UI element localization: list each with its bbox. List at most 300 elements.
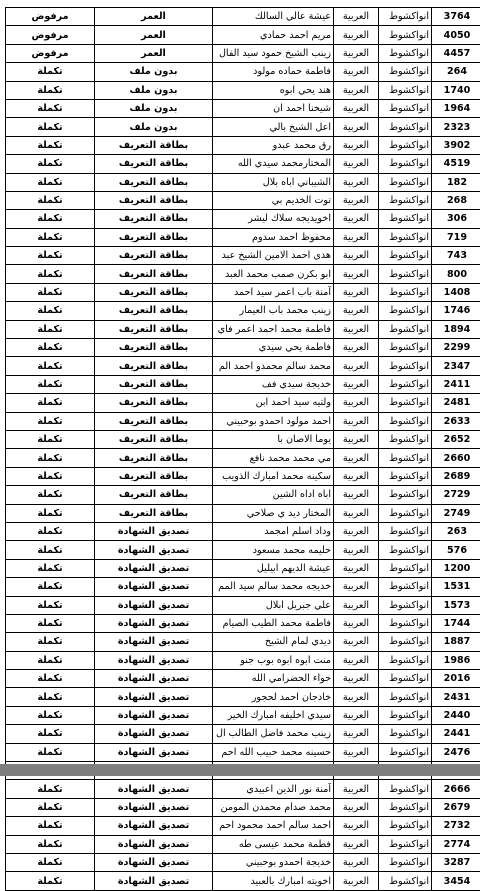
cell-name: فاطمة يحي سيدي (213, 339, 334, 357)
cell-language: العربية (334, 283, 379, 301)
cell-name: مريم احمد حمادي (213, 26, 334, 44)
cell-reason: بطاقة التعريف (95, 136, 213, 154)
cell-language: العربية (334, 798, 379, 816)
cell-name: سيدي اخليفه امبارك الخير (213, 706, 334, 724)
cell-language: العربية (334, 136, 379, 154)
table-row (6, 430, 480, 448)
cell-city: انواكشوط (379, 706, 432, 724)
cell-status: تكملة (6, 780, 95, 798)
cell-language: العربية (334, 81, 379, 99)
cell-name: اباه اداه الشين (213, 486, 334, 504)
cell-language: العربية (334, 394, 379, 412)
cell-id: 719 (432, 228, 480, 246)
cell-city: انواكشوط (379, 8, 432, 26)
cell-name: شيخنا احمد ان (213, 99, 334, 117)
cell-city: انواكشوط (379, 780, 432, 798)
table-row (6, 357, 480, 375)
cell-status: تكملة (6, 155, 95, 173)
cell-city: انواكشوط (379, 136, 432, 154)
cell-id: 2689 (432, 467, 480, 485)
cell-city: انواكشوط (379, 541, 432, 559)
cell-name: فطمة محمد عيسى طه (213, 835, 334, 853)
cell-city: انواكشوط (379, 872, 432, 890)
cell-id: 1740 (432, 81, 480, 99)
cell-id: 2299 (432, 339, 480, 357)
table-row (6, 670, 480, 688)
cell-status: تكملة (6, 541, 95, 559)
cell-id: 1964 (432, 99, 480, 117)
cell-name: اخويديجه سلاك ليشر (213, 210, 334, 228)
cell-reason: تصديق الشهادة (95, 651, 213, 669)
cell-id: 1200 (432, 559, 480, 577)
cell-id: 2411 (432, 375, 480, 393)
cell-id: 2666 (432, 780, 480, 798)
cell-reason: بطاقة التعريف (95, 191, 213, 209)
cell-name: خادجان احمد لحجور (213, 688, 334, 706)
cell-language: العربية (334, 559, 379, 577)
cell-name: هدى احمد الامين الشيخ عبد (213, 247, 334, 265)
cell-id: 800 (432, 265, 480, 283)
table-row (6, 210, 480, 228)
cell-name: منت ابوه ابوه بوب جنو (213, 651, 334, 669)
cell-reason: تصديق الشهادة (95, 743, 213, 761)
cell-status: تكملة (6, 486, 95, 504)
cell-reason: بطاقة التعريف (95, 210, 213, 228)
cell-id: 264 (432, 63, 480, 81)
cell-language: العربية (334, 63, 379, 81)
cell-id: 2652 (432, 430, 480, 448)
cell-status: مرفوض (6, 44, 95, 62)
cell-reason: بطاقة التعريف (95, 247, 213, 265)
cell-status: تكملة (6, 210, 95, 228)
cell-status: تكملة (6, 265, 95, 283)
cell-id: 263 (432, 522, 480, 540)
cell-name: علي جبريل ابلال (213, 596, 334, 614)
table-row (6, 191, 480, 209)
table-row (6, 798, 480, 816)
cell-id: 1887 (432, 633, 480, 651)
cell-city: انواكشوط (379, 26, 432, 44)
table-row (6, 265, 480, 283)
cell-language: العربية (334, 118, 379, 136)
cell-reason: تصديق الشهادة (95, 614, 213, 632)
cell-reason: تصديق الشهادة (95, 853, 213, 871)
cell-city: انواكشوط (379, 430, 432, 448)
cell-name: يوما الاصان با (213, 430, 334, 448)
cell-city: انواكشوط (379, 449, 432, 467)
cell-id: 2749 (432, 504, 480, 522)
cell-status: تكملة (6, 430, 95, 448)
cell-city: انواكشوط (379, 81, 432, 99)
cell-status: تكملة (6, 247, 95, 265)
table-row (6, 541, 480, 559)
cell-reason: بطاقة التعريف (95, 486, 213, 504)
cell-reason: بطاقة التعريف (95, 173, 213, 191)
cell-language: العربية (334, 357, 379, 375)
cell-status: تكملة (6, 578, 95, 596)
cell-name: محمد سالم محمدو احمد الم (213, 357, 334, 375)
cell-status: تكملة (6, 835, 95, 853)
cell-city: انواكشوط (379, 357, 432, 375)
cell-city: انواكشوط (379, 283, 432, 301)
cell-language: العربية (334, 853, 379, 871)
cell-id: 1408 (432, 283, 480, 301)
cell-reason: بطاقة التعريف (95, 375, 213, 393)
cell-reason: تصديق الشهادة (95, 835, 213, 853)
cell-city: انواكشوط (379, 265, 432, 283)
cell-name: فاطمة محمد احمد اعمر فاي (213, 320, 334, 338)
cell-language: العربية (334, 725, 379, 743)
cell-name: خديجة سيدي فف (213, 375, 334, 393)
table-row (6, 228, 480, 246)
table-row (6, 136, 480, 154)
cell-language: العربية (334, 817, 379, 835)
cell-status: تكملة (6, 504, 95, 522)
table-row (6, 467, 480, 485)
cell-status: تكملة (6, 725, 95, 743)
cell-reason: تصديق الشهادة (95, 596, 213, 614)
cell-id: 1894 (432, 320, 480, 338)
cell-city: انواكشوط (379, 798, 432, 816)
cell-status: تكملة (6, 559, 95, 577)
cell-status: تكملة (6, 339, 95, 357)
cell-reason: بدون ملف (95, 81, 213, 99)
cell-status: تكملة (6, 872, 95, 890)
table-row (6, 63, 480, 81)
table-row (6, 81, 480, 99)
table-row (6, 559, 480, 577)
cell-language: العربية (334, 412, 379, 430)
cell-id: 1531 (432, 578, 480, 596)
cell-language: العربية (334, 302, 379, 320)
cell-status: تكملة (6, 706, 95, 724)
cell-status: تكملة (6, 283, 95, 301)
cell-status: تكملة (6, 467, 95, 485)
cell-city: انواكشوط (379, 614, 432, 632)
cell-name: حسينه محمد حبيب الله احم (213, 743, 334, 761)
cell-reason: تصديق الشهادة (95, 872, 213, 890)
cell-name: عيشة عالي السالك (213, 8, 334, 26)
cell-language: العربية (334, 26, 379, 44)
cell-status: تكملة (6, 670, 95, 688)
cell-city: انواكشوط (379, 99, 432, 117)
table-row (6, 283, 480, 301)
cell-language: العربية (334, 522, 379, 540)
cell-id: 2476 (432, 743, 480, 761)
table-row (6, 872, 480, 890)
cell-language: العربية (334, 486, 379, 504)
cell-name: المختار ديد ي صلاحي (213, 504, 334, 522)
cell-reason: العمر (95, 44, 213, 62)
table-row (6, 375, 480, 393)
cell-id: 576 (432, 541, 480, 559)
cell-language: العربية (334, 155, 379, 173)
table-row (6, 155, 480, 173)
cell-name: خديجة احمدو بوحبيني (213, 853, 334, 871)
cell-city: انواكشوط (379, 633, 432, 651)
table-row (6, 44, 480, 62)
cell-reason: بدون ملف (95, 63, 213, 81)
cell-city: انواكشوط (379, 375, 432, 393)
cell-id: 182 (432, 173, 480, 191)
cell-city: انواكشوط (379, 412, 432, 430)
cell-status: تكملة (6, 99, 95, 117)
cell-language: العربية (334, 651, 379, 669)
cell-name: فاطمة حماده مولود (213, 63, 334, 81)
cell-reason: تصديق الشهادة (95, 798, 213, 816)
cell-language: العربية (334, 210, 379, 228)
cell-id: 1744 (432, 614, 480, 632)
cell-id: 3454 (432, 872, 480, 890)
cell-language: العربية (334, 430, 379, 448)
cell-id: 2633 (432, 412, 480, 430)
cell-city: انواكشوط (379, 835, 432, 853)
cell-status: تكملة (6, 136, 95, 154)
cell-name: فاطمة محمد الطيب الصيام (213, 614, 334, 632)
cell-status: تكملة (6, 63, 95, 81)
cell-name: مي محمد محمد نافع (213, 449, 334, 467)
table-row (6, 633, 480, 651)
table-row (6, 320, 480, 338)
table-row (6, 339, 480, 357)
cell-id: 3287 (432, 853, 480, 871)
cell-name: محمد صدام محمدن المومن (213, 798, 334, 816)
cell-id: 4519 (432, 155, 480, 173)
cell-language: العربية (334, 504, 379, 522)
cell-reason: تصديق الشهادة (95, 817, 213, 835)
cell-city: انواكشوط (379, 651, 432, 669)
cell-status: تكملة (6, 412, 95, 430)
cell-status: تكملة (6, 633, 95, 651)
cell-language: العربية (334, 8, 379, 26)
cell-language: العربية (334, 541, 379, 559)
cell-reason: بطاقة التعريف (95, 430, 213, 448)
cell-reason: بطاقة التعريف (95, 155, 213, 173)
cell-id: 2732 (432, 817, 480, 835)
cell-name: آمنة باب اعمر سيد احمد (213, 283, 334, 301)
cell-name: ابو بكرن صمب محمد العبد (213, 265, 334, 283)
table-row (6, 522, 480, 540)
cell-name: احمد مولود احمدو بوحبيني (213, 412, 334, 430)
table-row (6, 614, 480, 632)
cell-city: انواكشوط (379, 817, 432, 835)
cell-id: 306 (432, 210, 480, 228)
cell-city: انواكشوط (379, 320, 432, 338)
table-row (6, 578, 480, 596)
cell-id: 2660 (432, 449, 480, 467)
cell-name: زينب محمد باب العيمار (213, 302, 334, 320)
cell-city: انواكشوط (379, 302, 432, 320)
cell-id: 3764 (432, 8, 480, 26)
cell-id: 2679 (432, 798, 480, 816)
cell-status: تكملة (6, 394, 95, 412)
cell-status: تكملة (6, 743, 95, 761)
cell-language: العربية (334, 467, 379, 485)
cell-city: انواكشوط (379, 63, 432, 81)
cell-city: انواكشوط (379, 228, 432, 246)
table-row (6, 26, 480, 44)
table-row (6, 394, 480, 412)
table-row (6, 780, 480, 798)
cell-status: تكملة (6, 853, 95, 871)
cell-reason: تصديق الشهادة (95, 725, 213, 743)
cell-city: انواكشوط (379, 688, 432, 706)
cell-name: اعل الشيخ بالي (213, 118, 334, 136)
cell-city: انواكشوط (379, 118, 432, 136)
cell-id: 2774 (432, 835, 480, 853)
cell-language: العربية (334, 670, 379, 688)
cell-status: تكملة (6, 449, 95, 467)
cell-name: اخويته امبارك بالعبيد (213, 872, 334, 890)
cell-name: ولتيه سيد احمد ابن (213, 394, 334, 412)
cell-name: المختارمحمد سيدي الله (213, 155, 334, 173)
cell-status: تكملة (6, 81, 95, 99)
table-row (6, 247, 480, 265)
cell-city: انواكشوط (379, 191, 432, 209)
cell-city: انواكشوط (379, 467, 432, 485)
table-row (6, 706, 480, 724)
cell-reason: تصديق الشهادة (95, 633, 213, 651)
cell-status: مرفوض (6, 26, 95, 44)
cell-name: حليمه محمد مسعود (213, 541, 334, 559)
cell-name: سكينه محمد امبارك الذويب (213, 467, 334, 485)
cell-city: انواكشوط (379, 210, 432, 228)
cell-language: العربية (334, 780, 379, 798)
cell-city: انواكشوط (379, 596, 432, 614)
cell-language: العربية (334, 228, 379, 246)
cell-language: العربية (334, 339, 379, 357)
cell-status: تكملة (6, 614, 95, 632)
cell-name: الشيباني اباه بلال (213, 173, 334, 191)
cell-city: انواكشوط (379, 670, 432, 688)
cell-language: العربية (334, 191, 379, 209)
cell-reason: بطاقة التعريف (95, 357, 213, 375)
cell-id: 2481 (432, 394, 480, 412)
table-row (6, 835, 480, 853)
cell-reason: تصديق الشهادة (95, 522, 213, 540)
cell-reason: بدون ملف (95, 99, 213, 117)
cell-city: انواكشوط (379, 339, 432, 357)
table-row (6, 853, 480, 871)
cell-reason: بطاقة التعريف (95, 504, 213, 522)
cell-reason: العمر (95, 26, 213, 44)
cell-id: 2440 (432, 706, 480, 724)
cell-name: زينب محمد فاضل الطالب ال (213, 725, 334, 743)
table-row (6, 118, 480, 136)
cell-language: العربية (334, 247, 379, 265)
cell-status: تكملة (6, 320, 95, 338)
cell-status: مرفوض (6, 8, 95, 26)
cell-city: انواكشوط (379, 725, 432, 743)
cell-name: خديجه محمد سالم سيد المم (213, 578, 334, 596)
cell-reason: بطاقة التعريف (95, 283, 213, 301)
cell-reason: بطاقة التعريف (95, 228, 213, 246)
cell-id: 2016 (432, 670, 480, 688)
cell-id: 4050 (432, 26, 480, 44)
cell-city: انواكشوط (379, 247, 432, 265)
cell-name: حواء الحضرامي الله (213, 670, 334, 688)
viewer-bottom-bar (0, 764, 480, 776)
cell-reason: بطاقة التعريف (95, 467, 213, 485)
cell-name: رق محمد عبدو (213, 136, 334, 154)
cell-status: تكملة (6, 798, 95, 816)
table-row (6, 651, 480, 669)
cell-reason: تصديق الشهادة (95, 670, 213, 688)
cell-language: العربية (334, 320, 379, 338)
cell-language: العربية (334, 375, 379, 393)
cell-language: العربية (334, 173, 379, 191)
cell-reason: تصديق الشهادة (95, 706, 213, 724)
cell-status: تكملة (6, 596, 95, 614)
cell-city: انواكشوط (379, 853, 432, 871)
cell-status: تكملة (6, 302, 95, 320)
cell-reason: بطاقة التعريف (95, 302, 213, 320)
cell-name: وداد اسلم امجمد (213, 522, 334, 540)
cell-status: تكملة (6, 357, 95, 375)
cell-reason: بطاقة التعريف (95, 394, 213, 412)
cell-name: عيشة الديهم ابيليل (213, 559, 334, 577)
table-row (6, 596, 480, 614)
cell-city: انواكشوط (379, 486, 432, 504)
cell-id: 4457 (432, 44, 480, 62)
table-row (6, 688, 480, 706)
cell-city: انواكشوط (379, 504, 432, 522)
cell-status: تكملة (6, 522, 95, 540)
table-row (6, 504, 480, 522)
cell-language: العربية (334, 743, 379, 761)
table-row (6, 725, 480, 743)
cell-language: العربية (334, 835, 379, 853)
table-row (6, 817, 480, 835)
cell-city: انواكشوط (379, 559, 432, 577)
table-row (6, 99, 480, 117)
cell-id: 2729 (432, 486, 480, 504)
applicants-table (5, 7, 480, 891)
cell-id: 1746 (432, 302, 480, 320)
cell-language: العربية (334, 265, 379, 283)
cell-language: العربية (334, 596, 379, 614)
cell-city: انواكشوط (379, 743, 432, 761)
cell-status: تكملة (6, 191, 95, 209)
cell-id: 3902 (432, 136, 480, 154)
cell-id: 1986 (432, 651, 480, 669)
cell-id: 2347 (432, 357, 480, 375)
cell-reason: تصديق الشهادة (95, 541, 213, 559)
cell-language: العربية (334, 578, 379, 596)
cell-status: تكملة (6, 228, 95, 246)
cell-reason: بطاقة التعريف (95, 449, 213, 467)
cell-city: انواكشوط (379, 173, 432, 191)
cell-language: العربية (334, 706, 379, 724)
cell-language: العربية (334, 872, 379, 890)
table-row (6, 743, 480, 761)
cell-language: العربية (334, 614, 379, 632)
cell-reason: بطاقة التعريف (95, 320, 213, 338)
table-row (6, 412, 480, 430)
cell-reason: تصديق الشهادة (95, 688, 213, 706)
table-row (6, 302, 480, 320)
cell-id: 1573 (432, 596, 480, 614)
table-row (6, 173, 480, 191)
cell-city: انواكشوط (379, 578, 432, 596)
cell-status: تكملة (6, 651, 95, 669)
cell-language: العربية (334, 44, 379, 62)
cell-reason: تصديق الشهادة (95, 780, 213, 798)
cell-id: 2431 (432, 688, 480, 706)
cell-reason: بطاقة التعريف (95, 265, 213, 283)
cell-id: 268 (432, 191, 480, 209)
cell-status: تكملة (6, 817, 95, 835)
